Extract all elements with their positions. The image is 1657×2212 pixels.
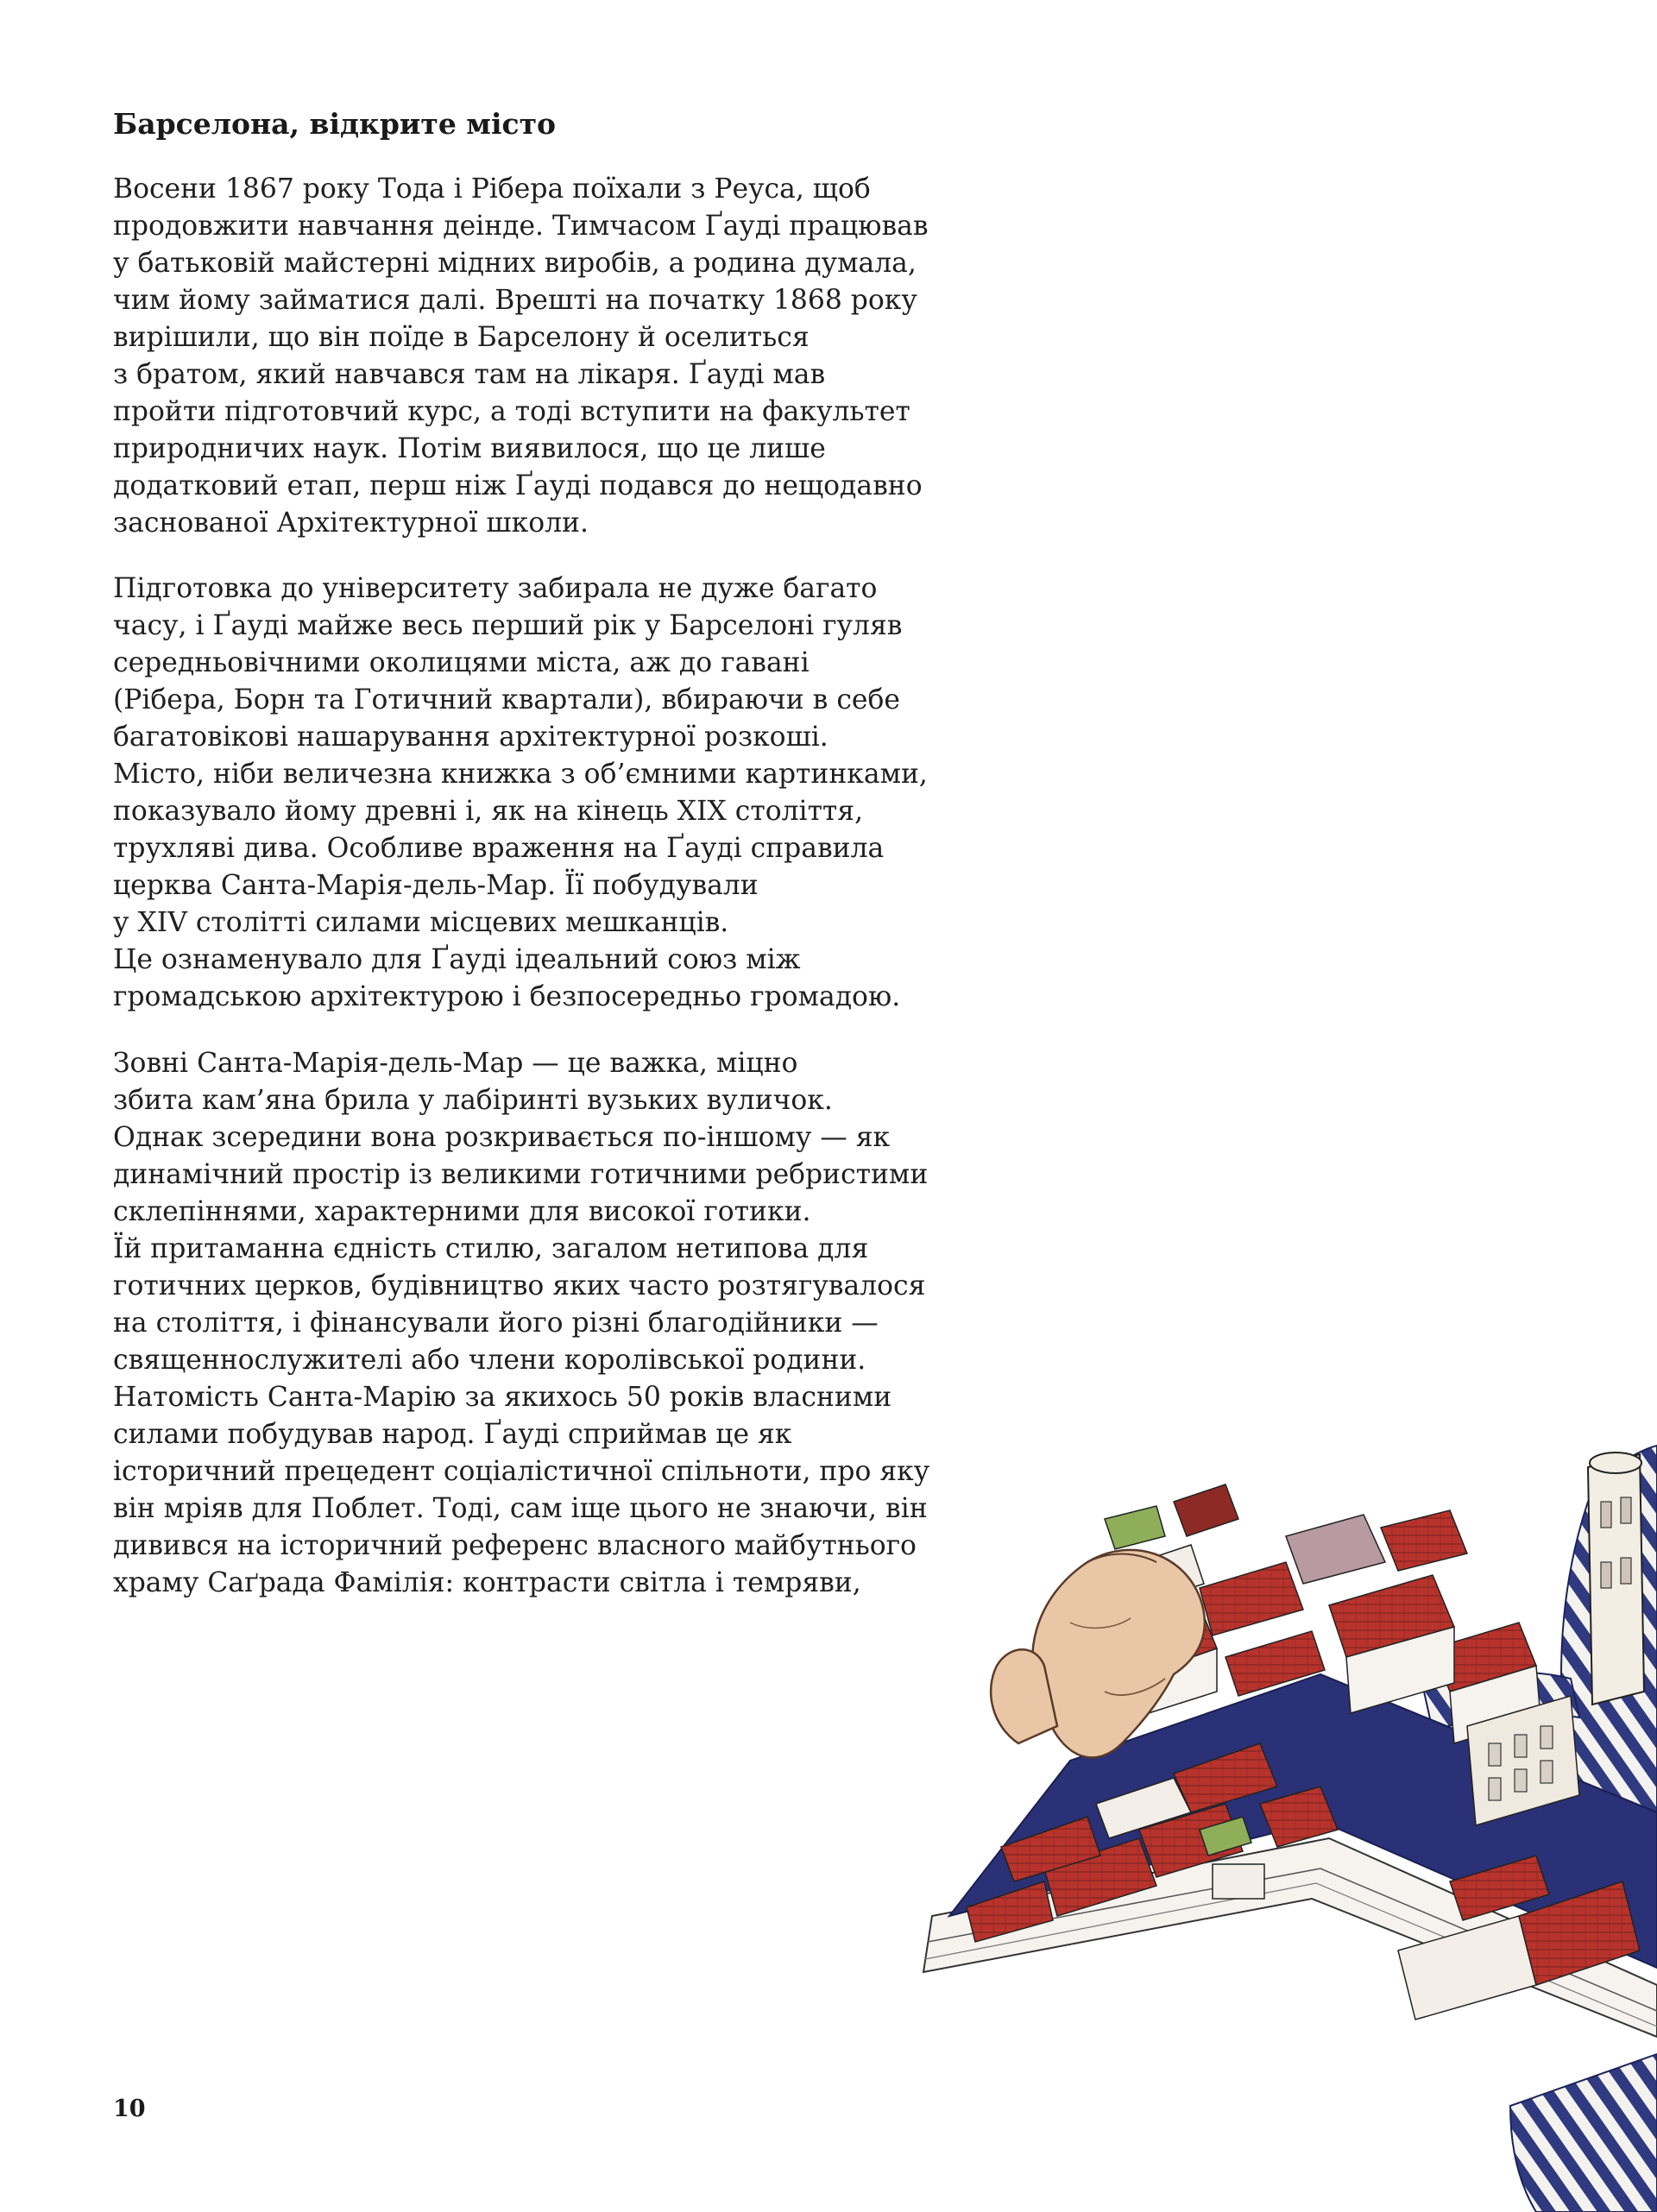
text-line: Однак зсередини вона розкривається по-іншому — як (113, 1122, 891, 1153)
text-line: чим йому займатися далі. Врешті на початку 1868 року (113, 285, 917, 316)
text-line: у XIV столітті силами місцевих мешканців. (113, 907, 729, 938)
text-line: збита кам’яна брила у лабіринті вузьких вуличок. (113, 1085, 833, 1116)
text-line: часу, і Ґауді майже весь перший рік у Барселоні гуляв (113, 610, 903, 641)
striped-sleeve-lower (1510, 2054, 1657, 2212)
text-line: склепіннями, характерними для високої готики. (113, 1196, 811, 1227)
text-line: священнослужителі або члени королівської родини. (113, 1345, 866, 1376)
text-line: заснованої Архітектурної школи. (113, 507, 589, 539)
paragraph-1 (113, 171, 929, 542)
text-line: вирішили, що він поїде в Барселону й оселиться (113, 322, 810, 353)
text-line: на століття, і фінансували його різні благодійники — (113, 1308, 879, 1339)
text-line: Це ознаменувало для Ґауді ідеальний союз між (113, 944, 801, 975)
section-heading: Барселона, відкрите місто (113, 107, 557, 141)
text-line: показувало йому древні і, як на кінець XIX століття, (113, 796, 864, 827)
text-line: продовжити навчання деінде. Тимчасом Ґауді працював (113, 211, 929, 242)
text-line: середньовічними околицями міста, аж до гавані (113, 647, 810, 678)
text-line: громадською архітектурою і безпосередньо громадою. (113, 981, 901, 1012)
text-line: Восени 1867 року Тода і Рібера поїхали з Реуса, щоб (113, 173, 871, 205)
text-line: готичних церков, будівництво яких часто розтягувалося (113, 1270, 926, 1301)
text-line: Зовні Санта-Марія-дель-Мар — це важка, міцно (113, 1048, 798, 1079)
text-line: Їй притаманна єдність стилю, загалом нетипова для (113, 1233, 869, 1264)
pop-up-city-illustration (915, 1433, 1657, 2212)
text-line: у батьковій майстерні мідних виробів, а родина думала, (113, 248, 917, 279)
text-line: храму Саґрада Фамілія: контрасти світла і темряви, (113, 1567, 861, 1598)
text-line: динамічний простір із великими готичними ребристими (113, 1159, 929, 1190)
text-line: з братом, який навчався там на лікаря. Ґауді мав (113, 359, 826, 390)
church-tower (1588, 1454, 1644, 1705)
paragraph-2 (113, 570, 928, 1016)
page-number: 10 (113, 2095, 146, 2122)
text-line: силами побудував народ. Ґауді сприймав це як (113, 1419, 792, 1450)
text-line: додатковий етап, перш ніж Ґауді подався до нещодавно (113, 470, 923, 501)
text-line: він мріяв для Поблет. Тоді, сам іще цього не знаючи, він (113, 1493, 928, 1524)
text-line: Натомість Санта-Марію за якихось 50 років власними (113, 1382, 892, 1413)
text-line: церква Санта-Марія-дель-Мар. Її побудували (113, 870, 759, 901)
text-line: багатовікові нашарування архітектурної розкоші. (113, 722, 828, 753)
text-line: Місто, ніби величезна книжка з об’ємними картинками, (113, 759, 928, 790)
paragraph-3 (113, 1045, 929, 1602)
text-line: (Рібера, Борн та Готичний квартали), вбираючи в себе (113, 684, 900, 715)
text-line: трухляві дива. Особливе враження на Ґауді справила (113, 833, 885, 864)
text-line: природничих наук. Потім виявилося, що це лише (113, 433, 826, 464)
text-line: історичний прецедент соціалістичної спільноти, про яку (113, 1456, 930, 1487)
text-line: дивився на історичний референс власного майбутнього (113, 1530, 917, 1561)
text-line: пройти підготовчий курс, а тоді вступити на факультет (113, 396, 910, 427)
text-line: Підготовка до університету забирала не дуже багато (113, 573, 878, 604)
